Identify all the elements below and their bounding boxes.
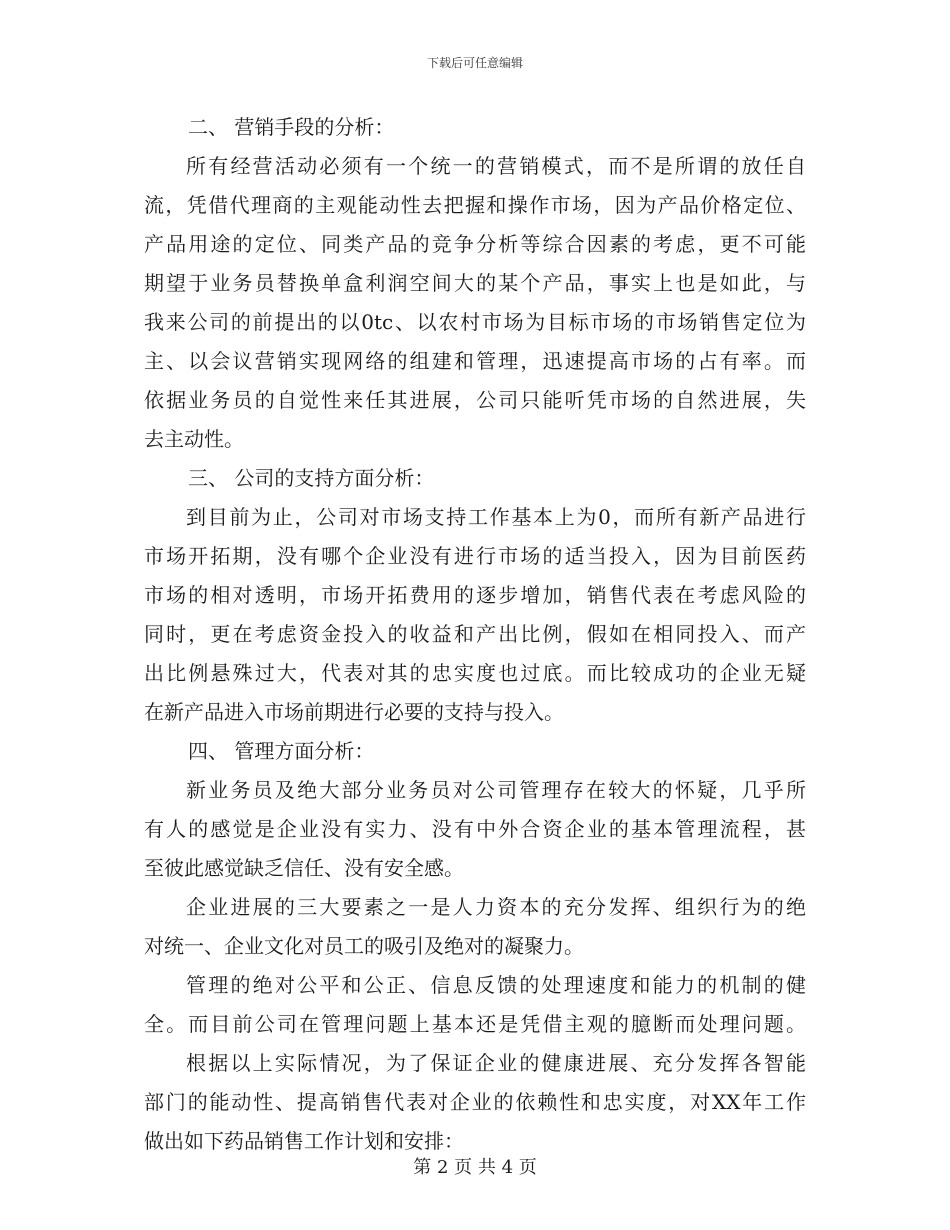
text-line: 在新产品进入市场前期进行必要的支持与投入。: [144, 700, 564, 724]
text-line: 产品用途的定位、同类产品的竞争分析等综合因素的考虑，更不可能: [144, 232, 806, 256]
text-line: 所有经营活动必须有一个统一的营销模式，而不是所谓的放任自: [186, 154, 806, 178]
text-line: 同时，更在考虑资金投入的收益和产出比例，假如在相同投入、而产: [144, 622, 806, 646]
text-line: 做出如下药品销售工作计划和安排：: [144, 1129, 464, 1153]
page-header: 下载后可任意编辑: [426, 56, 523, 70]
text-line: 期望于业务员替换单盒利润空间大的某个产品，事实上也是如此，与: [144, 271, 806, 295]
text-line: 新业务员及绝大部分业务员对公司管理存在较大的怀疑，几乎所: [186, 778, 806, 802]
section-heading: 三、 公司的支持方面分析：: [188, 466, 435, 490]
section-heading: 四、 管理方面分析：: [188, 739, 375, 763]
text-line: 企业进展的三大要素之一是人力资本的充分发挥、组织行为的绝: [186, 895, 806, 919]
text-line: 我来公司的前提出的以0tc、以农村市场为目标市场的市场销售定位为: [144, 310, 806, 334]
document-body: [144, 108, 806, 1161]
text-line: 根据以上实际情况，为了保证企业的健康进展、充分发挥各智能: [186, 1051, 806, 1075]
text-line: 流，凭借代理商的主观能动性去把握和操作市场，因为产品价格定位、: [144, 193, 806, 217]
text-line: 管理的绝对公平和公正、信息反馈的处理速度和能力的机制的健: [186, 973, 806, 997]
text-line: 全。而目前公司在管理问题上基本还是凭借主观的臆断而处理问题。: [144, 1012, 806, 1036]
text-line: 市场开拓期，没有哪个企业没有进行市场的适当投入，因为目前医药: [144, 544, 806, 568]
text-line: 部门的能动性、提高销售代表对企业的依赖性和忠实度，对XX年工作: [144, 1090, 806, 1114]
text-line: 出比例悬殊过大，代表对其的忠实度也过底。而比较成功的企业无疑: [144, 661, 806, 685]
text-line: 市场的相对透明，市场开拓费用的逐步增加，销售代表在考虑风险的: [144, 583, 806, 607]
text-line: 有人的感觉是企业没有实力、没有中外合资企业的基本管理流程，甚: [144, 817, 806, 841]
text-line: 至彼此感觉缺乏信任、没有安全感。: [144, 856, 464, 880]
text-line: 去主动性。: [144, 427, 244, 451]
text-line: 依据业务员的自觉性来任其进展，公司只能听凭市场的自然进展，失: [144, 388, 806, 412]
text-line: 主、以会议营销实现网络的组建和管理，迅速提高市场的占有率。而: [144, 349, 806, 373]
page-footer: 第 2 页 共 4 页: [413, 1157, 537, 1178]
text-line: 到目前为止，公司对市场支持工作基本上为0，而所有新产品进行: [186, 505, 806, 529]
text-line: 对统一、企业文化对员工的吸引及绝对的凝聚力。: [144, 934, 584, 958]
section-heading: 二、 营销手段的分析：: [188, 115, 395, 139]
